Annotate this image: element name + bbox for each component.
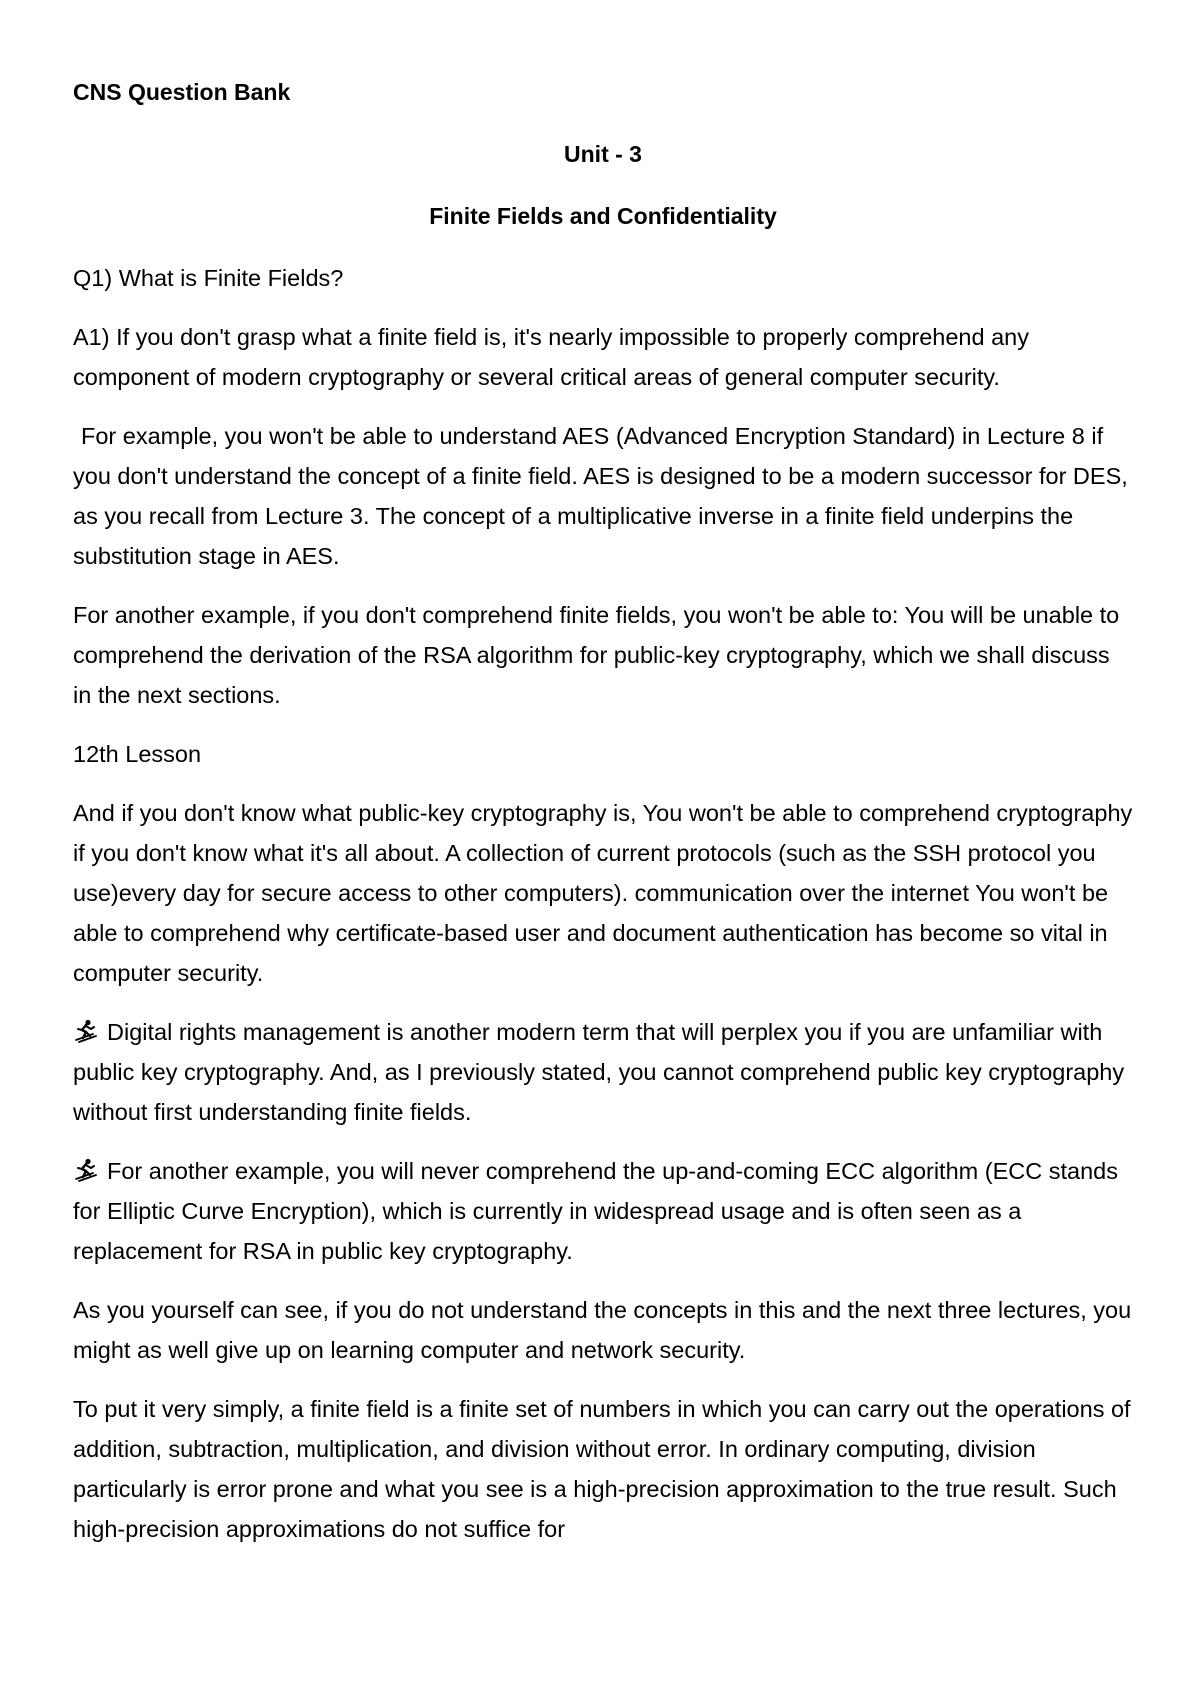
- answer-paragraph-3: For another example, if you don't comprehend finite fields, you won't be able to: You will be unable to comprehend the derivation of the RSA algorithm for public-key cryptography, which we shall discuss in the next sections.: [73, 602, 1120, 708]
- answer-paragraph-2: [73, 416, 1133, 576]
- bullet-item: [73, 1151, 1133, 1271]
- skier-icon: [73, 1154, 99, 1178]
- question-text: Q1) What is Finite Fields?: [73, 265, 344, 291]
- answer-paragraph-2-text: For example, you won't be able to understand AES (Advanced Encryption Standard) in Lecture 8 if you don't understand the concept of a finite field. AES is designed to be a modern successor for DES, as you recall from Lecture 3. The concept of a multiplicative inverse in a finite field underpins the substitution stage in AES.: [73, 423, 1128, 569]
- closing-paragraph-1: As you yourself can see, if you do not understand the concepts in this and the next three lectures, you might as well give up on learning computer and network security.: [73, 1297, 1132, 1363]
- chapter-title: Finite Fields and Confidentiality: [429, 203, 777, 229]
- bullet-item-text: Digital rights management is another modern term that will perplex you if you are unfamiliar with public key cryptography. And, as I previously stated, you cannot comprehend public key cryptography without first understanding finite fields.: [73, 1019, 1125, 1125]
- answer-paragraph-1: A1) If you don't grasp what a finite field is, it's nearly impossible to properly comprehend any component of modern cryptography or several critical areas of general computer security.: [73, 324, 1029, 390]
- answer-paragraph-4: And if you don't know what public-key cryptography is, You won't be able to comprehend cryptography if you don't know what it's all about. A collection of current protocols (such as the SSH protocol you use)every day for secure access to other computers). communication over the internet You won't be able to comprehend why certificate-based user and document authentication has become so vital in computer security.: [73, 800, 1133, 986]
- document-header: CNS Question Bank: [73, 79, 291, 105]
- skier-icon: [73, 1015, 99, 1039]
- document-body: [73, 72, 1133, 1568]
- bullet-item: [73, 1012, 1133, 1132]
- unit-heading: Unit - 3: [564, 141, 642, 167]
- bullet-item-text: For another example, you will never comprehend the up-and-coming ECC algorithm (ECC stands for Elliptic Curve Encryption), which is currently in widespread usage and is often seen as a replacement for RSA in public key cryptography.: [73, 1158, 1118, 1264]
- closing-paragraph-2: To put it very simply, a finite field is a finite set of numbers in which you can carry out the operations of addition, subtraction, multiplication, and division without error. In ordinary computing, division particularly is error prone and what you see is a high-precision approximation to the true result. Such high-precision approximations do not suffice for: [73, 1396, 1131, 1542]
- lesson-label: 12th Lesson: [73, 741, 202, 767]
